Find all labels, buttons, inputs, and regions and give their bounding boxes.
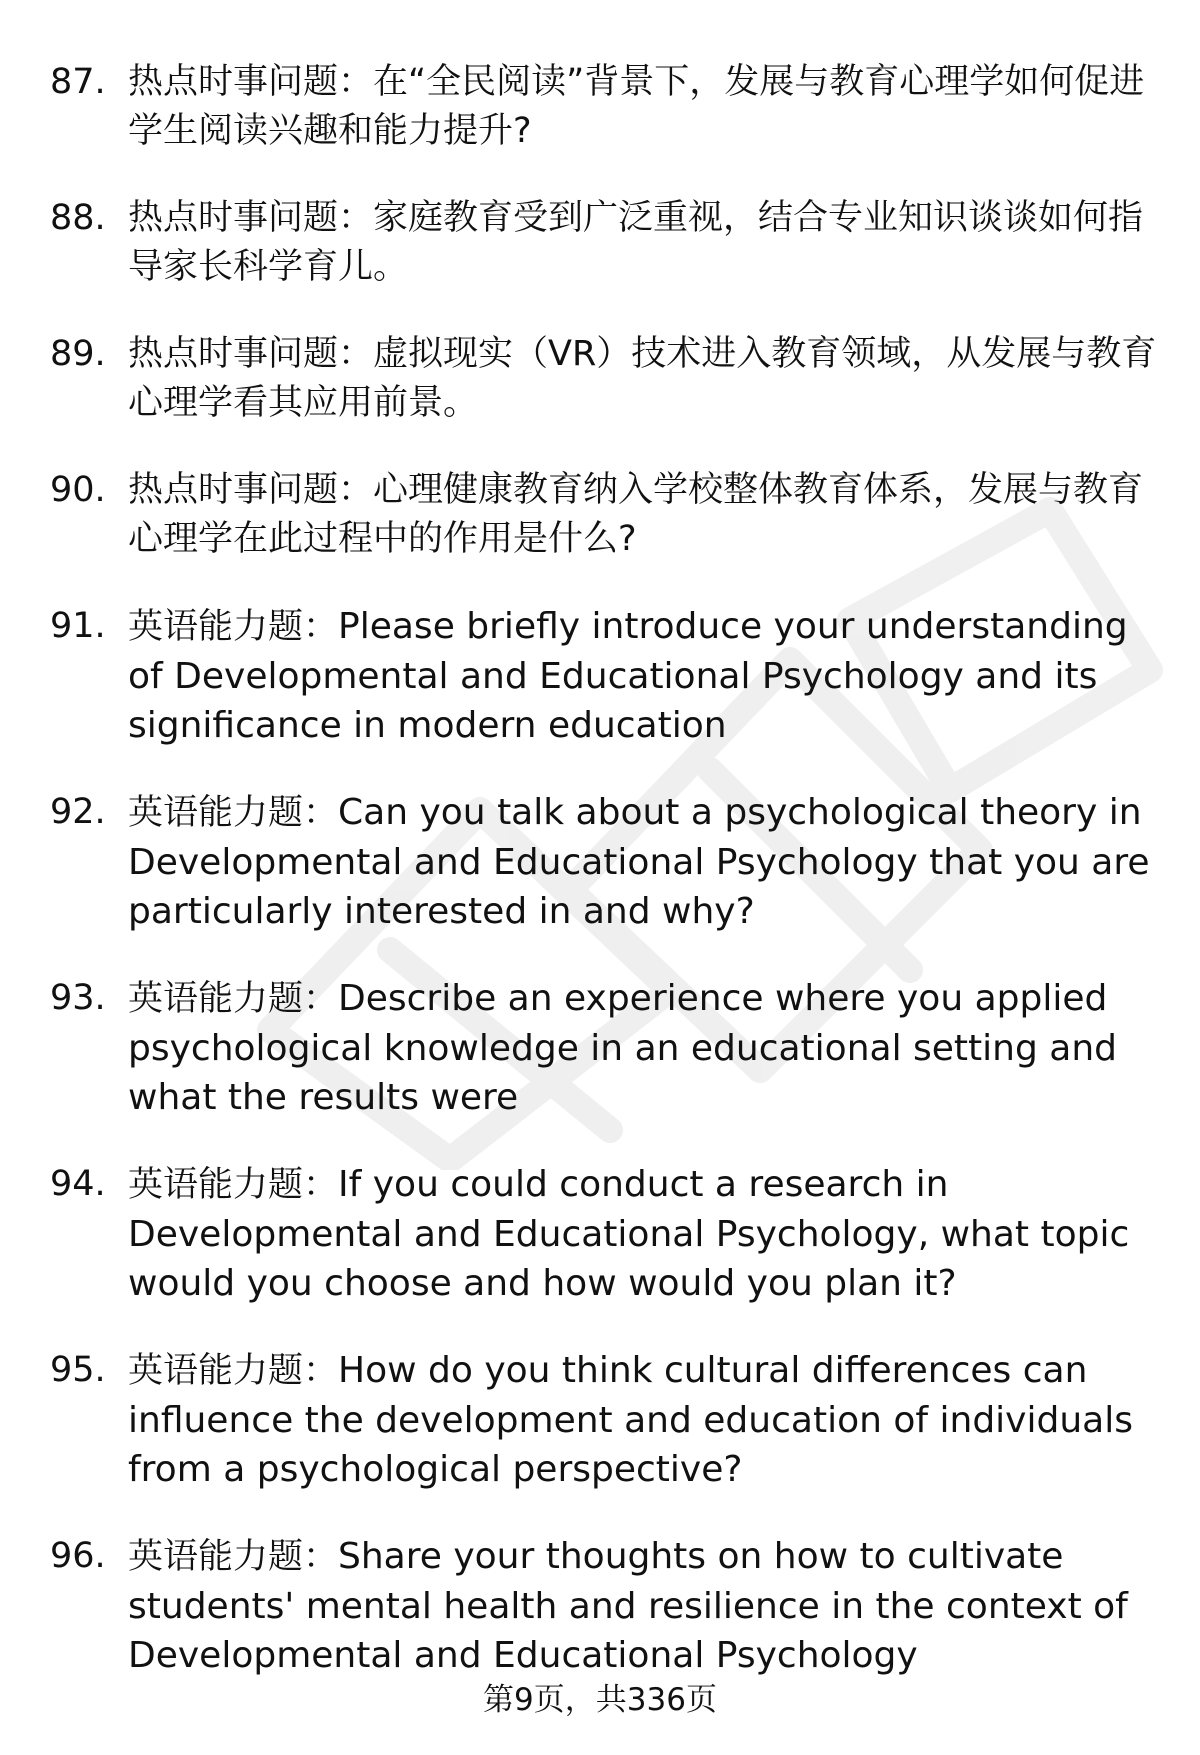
question-item	[50, 1346, 1160, 1494]
question-body: Please briefly introduce your understanding of Developmental and Educational Psychology and its significance in modern education	[128, 606, 1128, 746]
question-item	[50, 330, 1160, 428]
question-number: 95.	[50, 1350, 106, 1390]
question-text: 热点时事问题：心理健康教育纳入学校整体教育体系，发展与教育心理学在此过程中的作用是什么?	[128, 470, 1144, 559]
question-category: 英语能力题：	[128, 1537, 339, 1577]
question-item	[50, 974, 1160, 1122]
question-item	[50, 1532, 1160, 1680]
question-number: 88.	[50, 198, 106, 238]
question-category: 英语能力题：	[128, 979, 339, 1019]
question-category: 英语能力题：	[128, 1351, 339, 1391]
question-number: 92.	[50, 792, 106, 832]
question-text: 热点时事问题：家庭教育受到广泛重视，结合专业知识谈谈如何指导家长科学育儿。	[128, 198, 1144, 287]
question-body: Share your thoughts on how to cultivate students' mental health and resilience in the context of Developmental and Educational Psychology	[128, 1536, 1128, 1676]
question-body: Describe an experience where you applied psychological knowledge in an educational setting and what the results were	[128, 978, 1117, 1118]
question-text	[128, 1532, 1160, 1680]
question-number: 94.	[50, 1164, 106, 1204]
question-number: 93.	[50, 978, 106, 1018]
question-category: 英语能力题：	[128, 793, 339, 833]
question-number: 91.	[50, 606, 106, 646]
question-body: If you could conduct a research in Developmental and Educational Psychology, what topic would you choose and how would you plan it?	[128, 1164, 1130, 1304]
question-number: 89.	[50, 334, 106, 374]
question-item	[50, 58, 1160, 156]
question-text: 热点时事问题：虚拟现实（VR）技术进入教育领域，从发展与教育心理学看其应用前景。	[128, 334, 1157, 423]
question-category: 英语能力题：	[128, 607, 339, 647]
question-item	[50, 602, 1160, 750]
question-text	[128, 1346, 1160, 1494]
question-category: 英语能力题：	[128, 1165, 339, 1205]
question-text	[128, 788, 1160, 936]
question-text: 热点时事问题：在“全民阅读”背景下，发展与教育心理学如何促进学生阅读兴趣和能力提升?	[128, 62, 1145, 151]
question-item	[50, 466, 1160, 564]
question-list	[50, 58, 1160, 1718]
question-number: 96.	[50, 1536, 106, 1576]
page-footer: 第9页，共336页	[483, 1682, 717, 1718]
question-number: 87.	[50, 62, 106, 102]
question-item	[50, 1160, 1160, 1308]
question-text	[128, 974, 1160, 1122]
question-body: Can you talk about a psychological theory in Developmental and Educational Psychology that you are particularly interested in and why?	[128, 792, 1150, 932]
question-number: 90.	[50, 470, 106, 510]
question-text	[128, 602, 1160, 750]
question-item	[50, 788, 1160, 936]
question-text	[128, 1160, 1160, 1308]
question-body: How do you think cultural differences can influence the development and education of individuals from a psychological perspective?	[128, 1350, 1133, 1490]
question-item	[50, 194, 1160, 292]
